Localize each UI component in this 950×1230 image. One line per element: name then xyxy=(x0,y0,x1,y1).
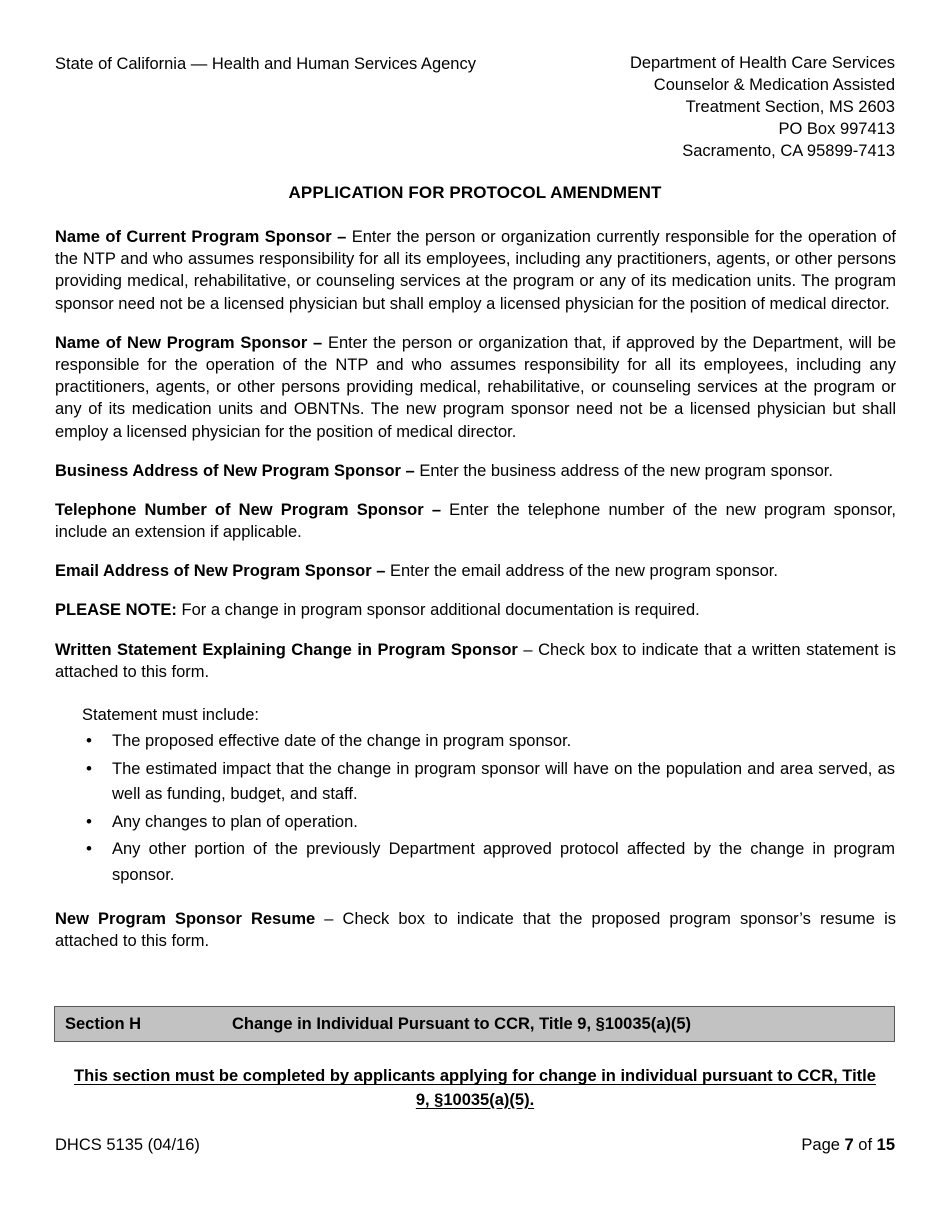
paragraph-sponsor-resume xyxy=(55,908,896,952)
text-business-address: Enter the business address of the new program sponsor. xyxy=(419,461,833,480)
paragraph-telephone-number xyxy=(55,499,896,543)
label-telephone-number: Telephone Number of New Program Sponsor – xyxy=(55,500,450,519)
section-h-instruction-notice: This section must be completed by applicants applying for change in individual pursuant to CCR, Title 9, §10035(a)(5). xyxy=(74,1067,876,1109)
page-total: 15 xyxy=(876,1136,895,1154)
text-sponsor-resume: – Check box to indicate that the proposed program sponsor’s resume is attached to this form. xyxy=(55,909,896,950)
list-item: • The estimated impact that the change in program sponsor will have on the population and area served, as well as funding, budget, and staff. xyxy=(82,757,896,808)
text-email-address: Enter the email address of the new program sponsor. xyxy=(389,562,778,581)
statement-lead-label: Statement must include: xyxy=(82,706,260,724)
list-item: • Any changes to plan of operation. xyxy=(82,810,896,836)
label-new-program-sponsor: Name of New Program Sponsor – xyxy=(55,333,328,352)
department-line-2: Counselor & Medication Assisted xyxy=(653,76,895,95)
text-telephone-number: Enter the telephone number of the new program sponsor, include an extension if applicable. xyxy=(55,500,896,542)
paragraph-current-program-sponsor xyxy=(55,226,896,315)
statement-requirements-block xyxy=(82,700,896,889)
paragraph-written-statement xyxy=(55,639,896,683)
department-address-block xyxy=(630,52,895,163)
label-current-program-sponsor: Name of Current Program Sponsor – xyxy=(55,228,352,246)
text-written-statement: – Check box to indicate that a written statement is attached to this form. xyxy=(55,640,896,681)
department-line-3: Treatment Section, MS 2603 xyxy=(685,98,895,117)
paragraph-email-address xyxy=(55,560,896,582)
form-id-label: DHCS 5135 (04/16) xyxy=(55,1136,200,1154)
page-title: APPLICATION FOR PROTOCOL AMENDMENT xyxy=(288,183,662,202)
paragraph-new-program-sponsor xyxy=(55,332,896,443)
letterhead xyxy=(55,52,895,163)
statement-requirements-list xyxy=(82,729,896,888)
label-written-statement: Written Statement Explaining Change in Program Sponsor xyxy=(55,640,518,659)
label-email-address: Email Address of New Program Sponsor – xyxy=(55,562,390,581)
section-h-header-bar xyxy=(54,1006,895,1042)
document-body xyxy=(55,226,896,952)
page-middle: of xyxy=(853,1136,877,1154)
list-item: • The proposed effective date of the change in program sponsor. xyxy=(82,729,896,755)
text-please-note: For a change in program sponsor additional documentation is required. xyxy=(181,601,700,620)
page-footer xyxy=(55,1136,895,1155)
list-item: • Any other portion of the previously Department approved protocol affected by the change in program sponsor. xyxy=(82,837,896,888)
label-please-note: PLEASE NOTE: xyxy=(55,601,182,620)
page-prefix: Page xyxy=(801,1136,845,1154)
text-current-program-sponsor: Enter the person or organization currently responsible for the operation of the NTP and who assumes responsibility for all its employees, including any practitioners, agents, or other persons providing medical, rehabilitative, or counseling services at the program or any of its medication units. The program sponsor need not be a licensed physician but shall employ a licensed physician for the position of medical director. xyxy=(55,228,896,313)
department-line-4: PO Box 997413 xyxy=(778,120,895,139)
page-current: 7 xyxy=(844,1136,854,1154)
section-h-title: Change in Individual Pursuant to CCR, Title 9, §10035(a)(5) xyxy=(232,1014,692,1033)
department-line-5: Sacramento, CA 95899-7413 xyxy=(682,142,895,161)
label-business-address: Business Address of New Program Sponsor – xyxy=(55,461,420,480)
paragraph-please-note xyxy=(55,599,896,621)
text-new-program-sponsor: Enter the person or organization that, if approved by the Department, will be responsible for the operation of the NTP and who assumes responsibility for all its employees, including any practitioners, agents, or other persons providing medical, rehabilitative, or counseling services at the program or any of its medication units and OBNTNs. The new program sponsor need not be a licensed physician but shall employ a licensed physician for the position of medical director. xyxy=(55,333,896,441)
section-h-label: Section H xyxy=(65,1014,142,1033)
page-number-label xyxy=(801,1136,895,1155)
department-line-1: Department of Health Care Services xyxy=(629,54,895,72)
label-sponsor-resume: New Program Sponsor Resume xyxy=(55,909,316,928)
paragraph-business-address xyxy=(55,460,896,482)
agency-line: State of California — Health and Human Services Agency xyxy=(55,55,476,73)
